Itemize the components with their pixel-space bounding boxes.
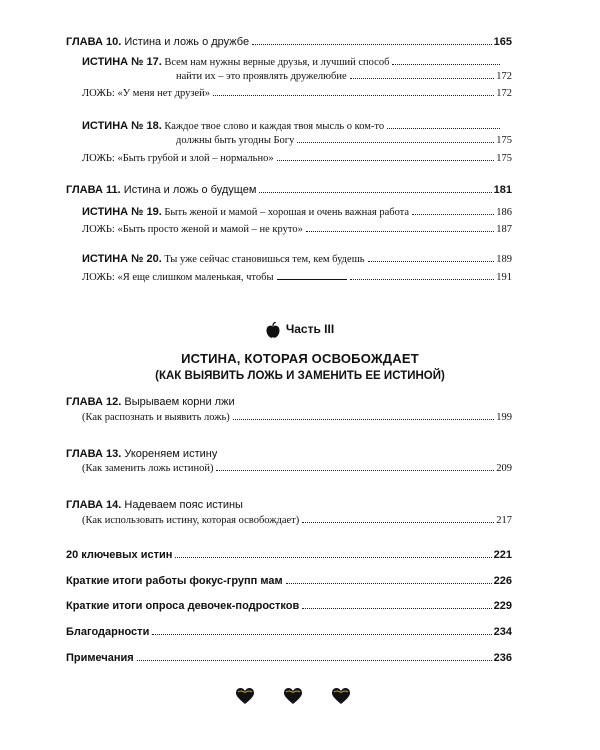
page-number: 175 [496,153,512,164]
toc-truth-17-cont [176,71,512,82]
lie-text: «Быть грубой и злой – нормально» [117,153,274,164]
dot-leader [252,44,492,45]
dot-leader [175,557,491,558]
page-number: 209 [496,463,512,474]
truth-label: ИСТИНА № 19. [82,206,162,218]
lie-label: ЛОЖЬ: [82,272,115,283]
chapter-label: ГЛАВА 13. [66,448,122,460]
page-number: 234 [493,626,512,638]
entry-title: Краткие итоги опроса девочек-подростков [66,600,300,612]
page-number: 217 [496,515,512,526]
toc-survey [66,600,512,612]
lie-label: ЛОЖЬ: [82,224,115,235]
toc-truth-19 [82,206,512,218]
truth-label: ИСТИНА № 18. [82,120,162,132]
part-label: Часть III [285,322,335,337]
dot-leader [302,608,491,609]
lie-label: ЛОЖЬ: [82,88,115,99]
page-number: 181 [493,184,512,196]
page-number: 191 [496,272,512,283]
toc-notes [66,652,512,664]
chapter-title: Истина и ложь о будущем [123,184,257,196]
page-number: 186 [496,207,512,218]
lie-text: «У меня нет друзей» [117,88,210,99]
dot-leader [216,470,494,471]
page-number: 229 [493,600,512,612]
truth-line: Быть женой и мамой – хорошая и очень важная работа [164,207,410,218]
page-number: 175 [496,135,512,146]
page-number: 165 [493,36,512,48]
truth-line: Каждое твое слово и каждая твоя мысль о ком-то [164,121,385,132]
toc-chapter-12-sub [82,412,512,423]
truth-label: ИСТИНА № 17. [82,56,162,68]
toc-chapter-13 [66,448,366,460]
toc-chapter-13-sub [82,463,512,474]
toc-lie-17 [82,88,512,99]
dot-leader [306,231,494,232]
chapter-subtitle: (Как заменить ложь истиной) [82,463,214,474]
toc-truth-17 [82,56,502,68]
chapter-label: ГЛАВА 10. [66,36,122,48]
dot-leader [297,142,494,143]
page-number: 199 [496,412,512,423]
dot-leader [233,419,494,420]
chapter-title: Укореняем истину [124,448,218,460]
heart-icon [332,688,350,704]
toc-truth-20 [82,253,512,265]
dot-leader [152,634,491,635]
toc-focus-groups [66,575,512,587]
dot-leader [213,95,494,96]
entry-title: 20 ключевых истин [66,549,173,561]
page-number: 221 [493,549,512,561]
apple-icon [266,322,280,338]
chapter-title: Надеваем пояс истины [124,499,243,511]
entry-title: Краткие итоги работы фокус-групп мам [66,575,283,587]
lie-text: «Я еще слишком маленькая, чтобы [117,272,274,283]
toc-key-truths [66,549,512,561]
dot-leader [368,261,495,262]
part-subtitle: (КАК ВЫЯВИТЬ ЛОЖЬ И ЗАМЕНИТЬ ЕЕ ИСТИНОЙ) [155,370,445,382]
dot-leader [277,160,495,161]
ornament-row [0,686,600,706]
page-number: 236 [493,652,512,664]
chapter-label: ГЛАВА 12. [66,396,122,408]
dot-leader [412,214,494,215]
toc-acknowledgements [66,626,512,638]
page-number: 172 [496,71,512,82]
toc-truth-18-cont [176,135,512,146]
toc-chapter-10 [66,36,512,48]
truth-line: Ты уже сейчас становишься тем, кем будешь [164,254,365,265]
toc-lie-18 [82,153,512,164]
dot-leader [259,192,491,193]
truth-label: ИСТИНА № 20. [82,253,162,265]
truth-line: Всем нам нужны верные друзья, и лучший способ [164,57,390,68]
truth-line: найти их – это проявлять дружелюбие [176,71,347,82]
dot-leader [302,522,494,523]
page-number: 226 [493,575,512,587]
lie-text: «Быть просто женой и мамой – не круто» [117,224,303,235]
dot-leader [137,660,492,661]
part-title: ИСТИНА, КОТОРАЯ ОСВОБОЖДАЕТ [181,351,419,366]
heart-icon [236,688,254,704]
toc-truth-18 [82,120,502,132]
page-number: 189 [496,254,512,265]
toc-chapter-11 [66,184,512,196]
entry-title: Примечания [66,652,134,664]
dot-leader [350,279,495,280]
toc-chapter-14-sub [82,515,512,526]
heart-icon [284,688,302,704]
truth-line: должны быть угодны Богу [176,135,295,146]
lie-label: ЛОЖЬ: [82,153,115,164]
chapter-subtitle: (Как распознать и выявить ложь) [82,412,230,423]
chapter-title: Вырываем корни лжи [124,396,235,408]
chapter-label: ГЛАВА 11. [66,184,121,196]
dot-leader [350,78,495,79]
chapter-subtitle: (Как использовать истину, которая освобождает) [82,515,300,526]
toc-chapter-14 [66,499,386,511]
fill-in-blank [277,271,347,280]
page-number: 187 [496,224,512,235]
toc-lie-20 [82,271,512,283]
chapter-title: Истина и ложь о дружбе [124,36,250,48]
toc-lie-19 [82,224,512,235]
page-number: 172 [496,88,512,99]
part-label-row [0,322,600,338]
dot-leader [392,64,500,65]
entry-title: Благодарности [66,626,150,638]
dot-leader [286,583,492,584]
dot-leader [387,128,500,129]
chapter-label: ГЛАВА 14. [66,499,122,511]
toc-chapter-12 [66,396,366,408]
